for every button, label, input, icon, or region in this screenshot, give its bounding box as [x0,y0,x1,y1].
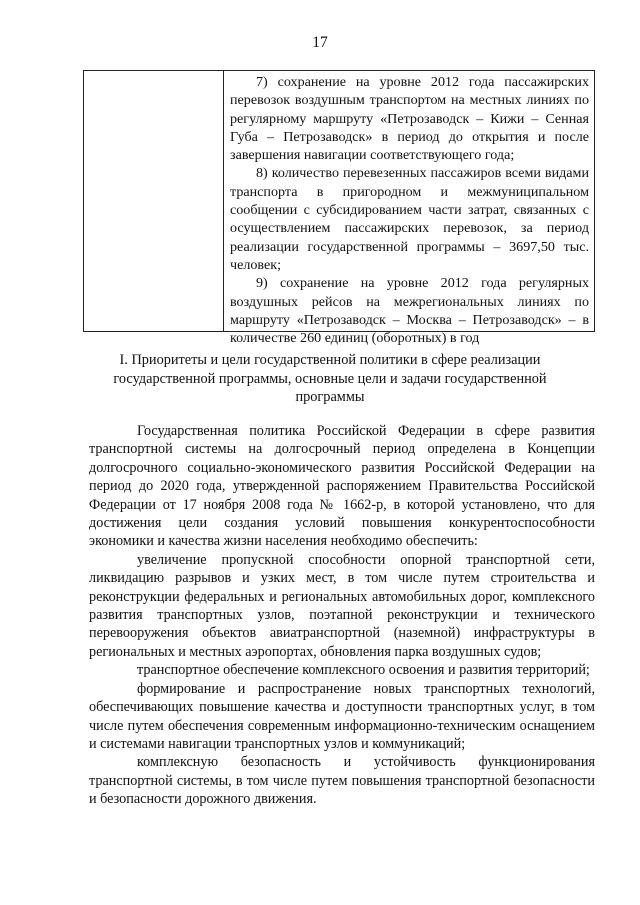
table-cell-empty [84,71,224,331]
paragraph-policy: Государственная политика Российской Федерации в сфере развития транспортной системы на долгосрочный период определена в Концепции долгосрочного социально-экономического развития Российской Федерации на период до 2020 года, утвержденной распоряжением Правительства Российской Федерации от 17 ноября 2008 года № 1662-р, в которой установлено, что для достижения цели создания условий повышения конкурентоспособности экономики и качества жизни населения необходимо обеспечить: [89,423,595,550]
indicator-item-7: 7) сохранение на уровне 2012 года пассажирских перевозок воздушным транспортом на местных линиях по регулярному маршруту «Петрозаводск – Кижи – Сенная Губа – Петрозаводск» в период до открытия и после завершения навигации соответствующего года; [230,74,589,164]
indicators-table [83,70,595,347]
paragraph-safety: комплексную безопасность и устойчивость функционирования транспортной системы, в том числе путем повышения транспортной безопасности и безопасности дорожного движения. [89,754,595,808]
body-text [89,422,595,809]
page-number: 17 [312,34,328,51]
section-title: I. Приоритеты и цели государственной политики в сфере реализации государственной программы, основные цели и задачи государственной программы [113,352,547,406]
indicator-item-9: 9) сохранение на уровне 2012 года регулярных воздушных рейсов на межрегиональных линиях по маршруту «Петрозаводск – Москва – Петрозаводск» – в количестве 260 единиц (оборотных) в год [230,275,589,347]
paragraph-territories: транспортное обеспечение комплексного освоения и развития территорий; [137,662,590,679]
paragraph-capacity: увеличение пропускной способности опорной транспортной сети, ликвидацию разрывов и узких мест, в том числе путем строительства и реконструкции федеральных и региональных автомобильных дорог, комплексного развития транспортных узлов, поэтапной реконструкции и технического перевооружения объектов авиатранспортной (наземной) инфраструктуры в региональных и местных аэропортах, обновления парка воздушных судов; [89,551,595,660]
indicator-item-8: 8) количество перевезенных пассажиров всеми видами транспорта в пригородном и межмуниципальном сообщении с субсидированием части затрат, связанных с осуществлением пассажирских перевозок, за период реализации государственной программы – 3697,50 тыс. человек; [230,165,589,273]
table-cell-indicators [224,71,594,347]
paragraph-technologies: формирование и распространение новых транспортных технологий, обеспечивающих повышение качества и доступности транспортных услуг, в том числе путем обеспечения современным информационно-техническим оснащением и системами навигации транспортных узлов и коммуникаций; [89,680,595,752]
